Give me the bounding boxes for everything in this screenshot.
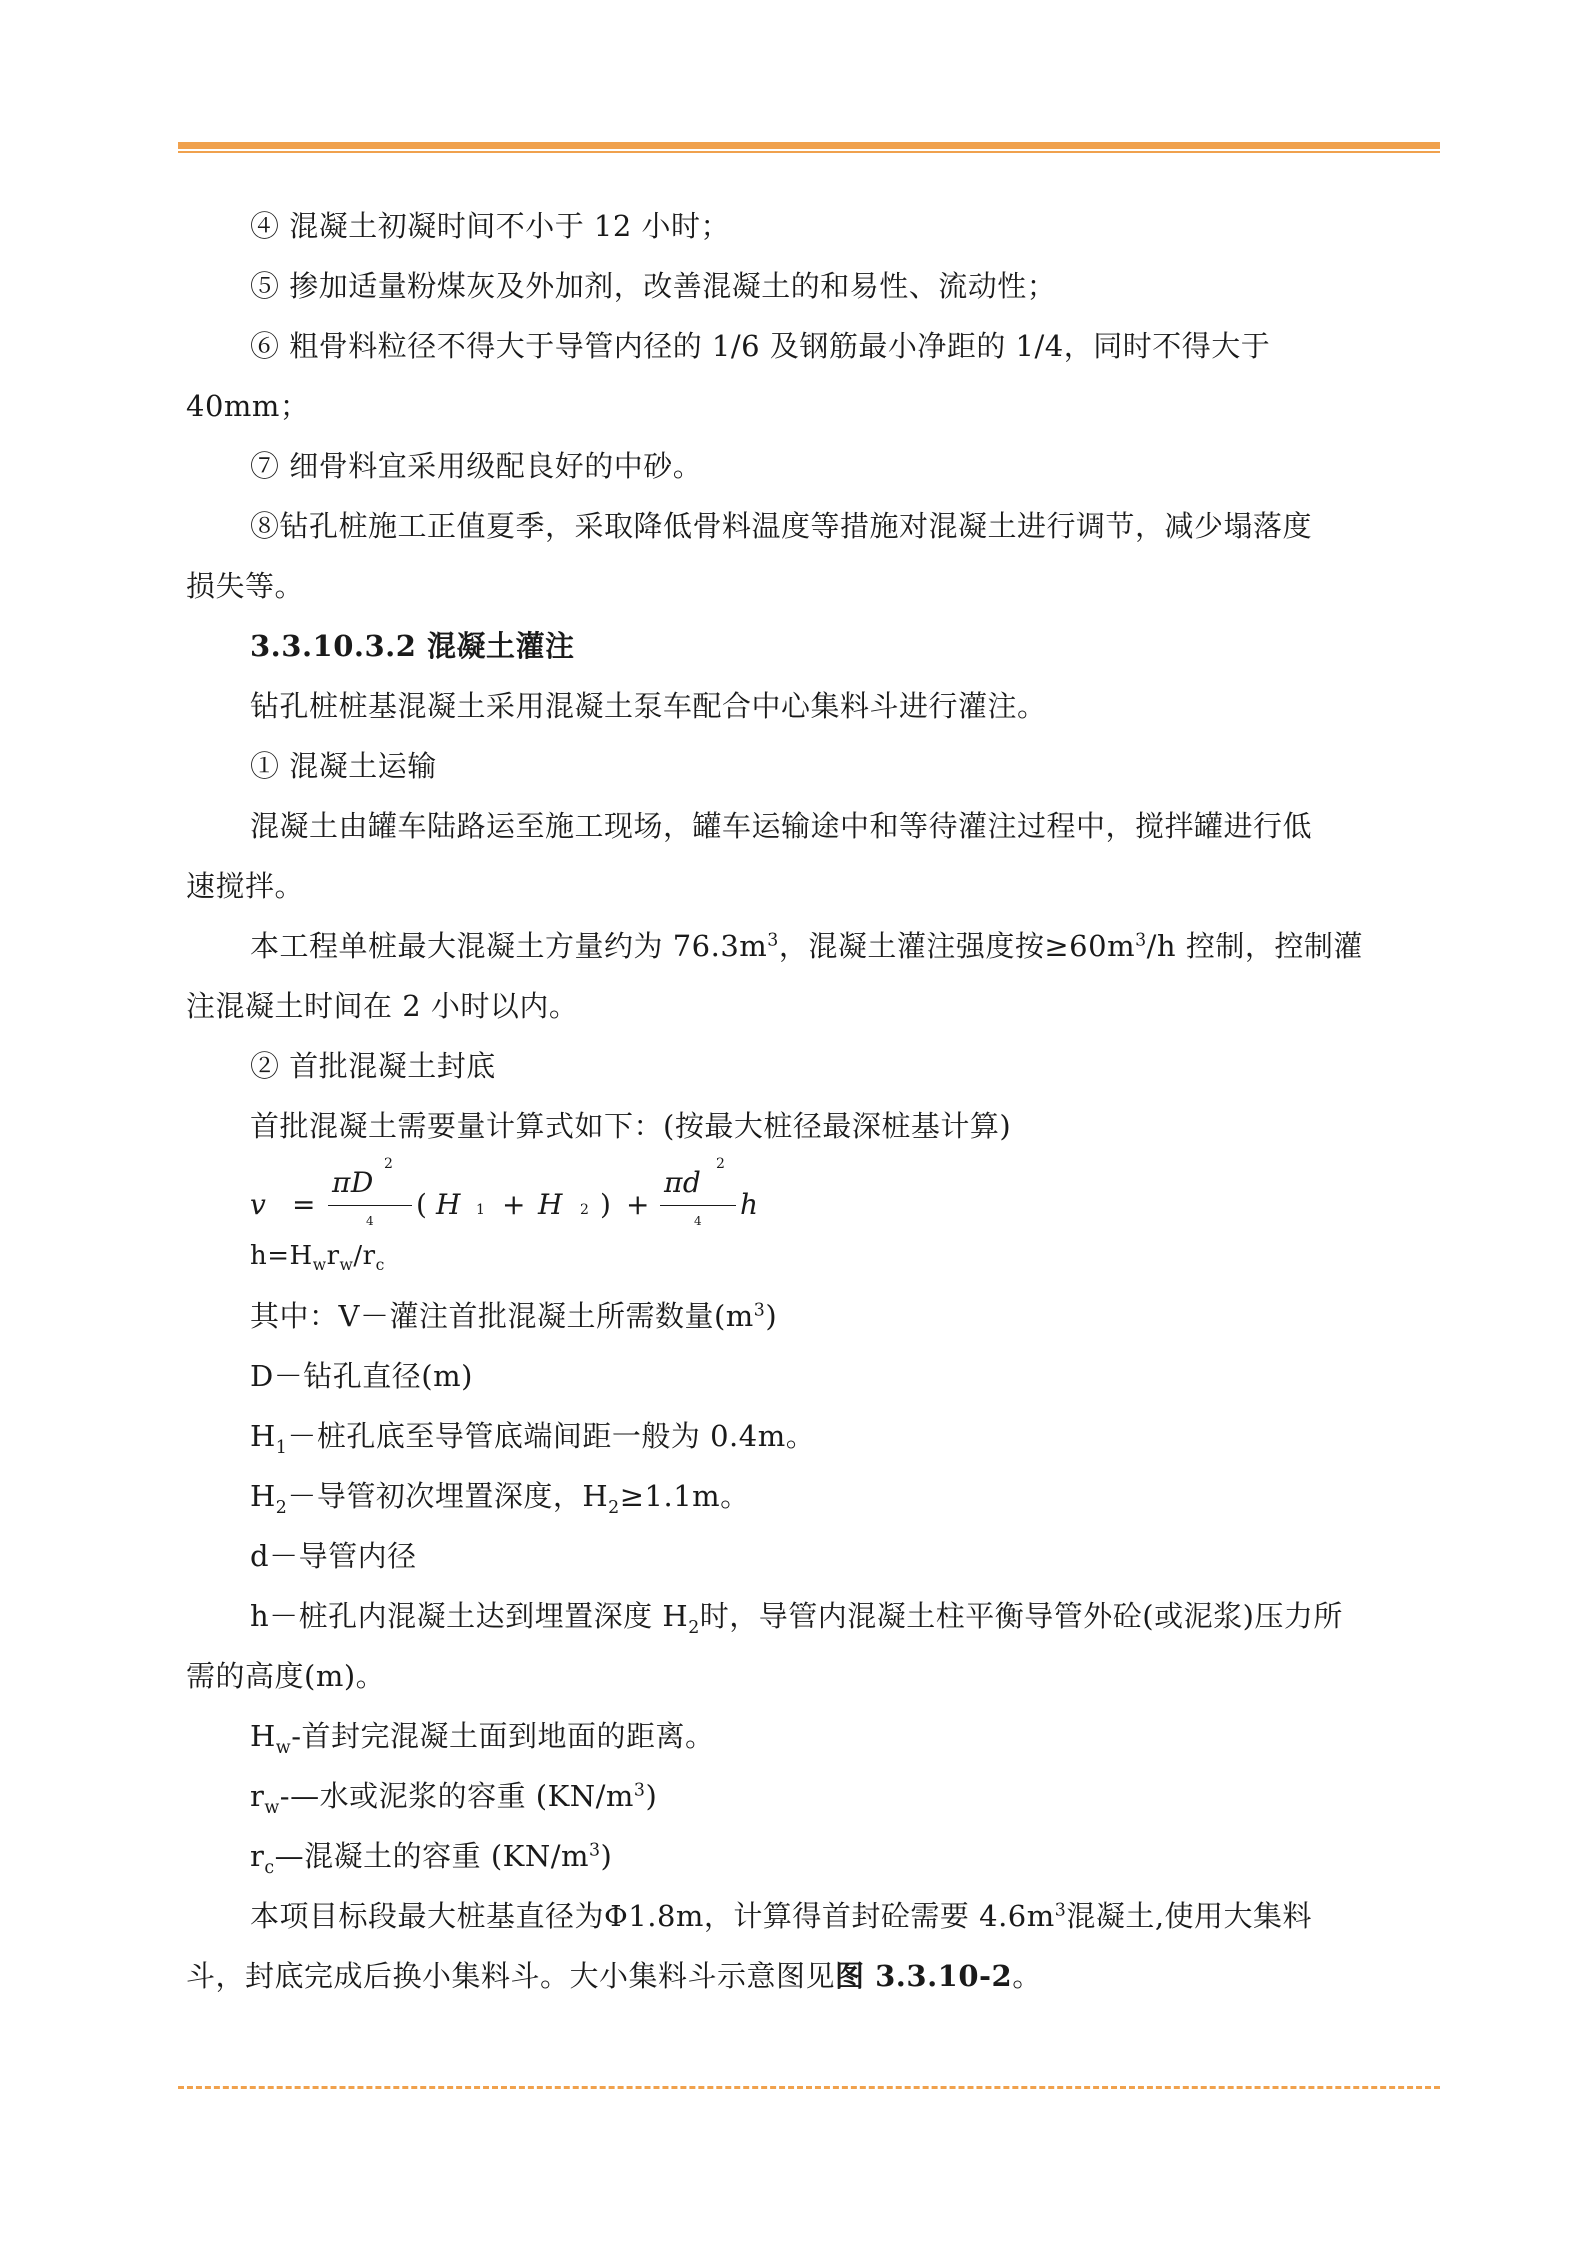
final-text-b: 混凝土,使用大集料 xyxy=(1066,1899,1313,1933)
final-text-c: 斗，封底完成后换小集料斗。大小集料斗示意图见 xyxy=(186,1959,836,1993)
definition-h-text-a: h－桩孔内混凝土达到埋置深度 H xyxy=(250,1599,689,1633)
volume-formula xyxy=(250,1156,810,1232)
formula-piD: πD xyxy=(332,1166,374,1199)
list-item-7: ⑦ 细骨料宜采用级配良好的中砂。 xyxy=(250,449,703,483)
h-formula-sub-w: w xyxy=(312,1256,327,1275)
intro-paragraph: 钻孔桩桩基混凝土采用混凝土泵车配合中心集料斗进行灌注。 xyxy=(250,689,1047,723)
subsection-1-title: ① 混凝土运输 xyxy=(250,749,437,783)
sup-3: 3 xyxy=(767,930,779,951)
formula-denominator-4: 4 xyxy=(366,1214,375,1228)
formula-fraction-bar-2 xyxy=(660,1205,736,1206)
final-paragraph-line1 xyxy=(250,1898,1312,1934)
header-rule-thick xyxy=(178,142,1440,149)
volume-text-a: 本工程单桩最大混凝土方量约为 76.3m xyxy=(250,929,768,963)
formula-pid: πd xyxy=(664,1166,702,1199)
definition-H1-text: －桩孔底至导管底端间距一般为 0.4m。 xyxy=(287,1419,816,1453)
formula-sub-2: 2 xyxy=(580,1202,590,1218)
formula-v: v xyxy=(250,1188,267,1221)
list-item-8: ⑧钻孔桩施工正值夏季，采取降低骨料温度等措施对混凝土进行调节，减少塌落度 xyxy=(250,509,1313,543)
definition-rc xyxy=(250,1838,613,1878)
formula-plus: + xyxy=(626,1188,650,1221)
final-text-a: 本项目标段最大桩基直径为Φ1.8m，计算得首封砼需要 4.6m xyxy=(250,1899,1055,1933)
formula-equals: = xyxy=(292,1188,316,1221)
definition-rw-text: -—水或泥浆的容重 (KN/m xyxy=(279,1779,634,1813)
list-item-4: ④ 混凝土初凝时间不小于 12 小时； xyxy=(250,209,731,243)
header-rule-thin xyxy=(178,151,1440,153)
formula-exp-2b: 2 xyxy=(716,1156,726,1172)
definition-rw xyxy=(250,1778,658,1818)
formula-intro: 首批混凝土需要量计算式如下：(按最大桩径最深桩基计算) xyxy=(250,1109,1012,1143)
list-item-6-cont: 40mm； xyxy=(186,389,310,423)
definition-rc-text: —混凝土的容重 (KN/m xyxy=(274,1839,589,1873)
formula-fraction-bar-1 xyxy=(328,1205,412,1206)
formula-H: H xyxy=(436,1188,461,1221)
definition-H1 xyxy=(250,1418,816,1458)
sup-3: 3 xyxy=(1135,930,1147,951)
definition-rc-symbol: r xyxy=(250,1839,265,1873)
definition-H1-sub: 1 xyxy=(275,1437,288,1458)
h-formula-b: r xyxy=(326,1241,340,1271)
sup-3: 3 xyxy=(1054,1900,1067,1921)
list-item-6: ⑥ 粗骨料粒径不得大于导管内径的 1/6 及钢筋最小净距的 1/4，同时不得大于 xyxy=(250,329,1271,363)
formula-lparen: ( xyxy=(416,1188,428,1221)
h-formula-sub-c: c xyxy=(375,1256,385,1275)
volume-paragraph-line1 xyxy=(250,928,1363,964)
h-formula-c: /r xyxy=(353,1241,376,1271)
definition-H2-text: －导管初次埋置深度，H xyxy=(287,1479,609,1513)
transport-paragraph-line1: 混凝土由罐车陆路运至施工现场，罐车运输途中和等待灌注过程中，搅拌罐进行低 xyxy=(250,809,1313,843)
formula-H: H xyxy=(538,1188,563,1221)
sup-3: 3 xyxy=(588,1840,601,1861)
definition-h-cont: 需的高度(m)。 xyxy=(186,1659,386,1693)
definition-H2 xyxy=(250,1478,750,1518)
definition-H1-symbol: H xyxy=(250,1419,276,1453)
h-formula-sub-w2: w xyxy=(339,1256,354,1275)
formula-sub-1: 1 xyxy=(476,1202,486,1218)
formula-rparen: ) xyxy=(600,1188,612,1221)
definition-h xyxy=(250,1598,1343,1638)
definition-Hw-text: -首封完混凝土面到地面的距离。 xyxy=(291,1719,715,1753)
definition-rc-close: ) xyxy=(600,1839,613,1873)
sup-3: 3 xyxy=(753,1300,766,1321)
definition-H2-value: ≥1.1m。 xyxy=(619,1479,750,1513)
definition-rc-sub: c xyxy=(264,1857,275,1878)
sup-3: 3 xyxy=(633,1780,646,1801)
definition-rw-symbol: r xyxy=(250,1779,265,1813)
footer-dashed-rule xyxy=(178,2086,1440,2089)
section-heading: 3.3.10.3.2 混凝土灌注 xyxy=(250,629,575,663)
definition-V-text: 其中：V－灌注首批混凝土所需数量(m xyxy=(250,1299,754,1333)
definition-V-close: ) xyxy=(765,1299,778,1333)
definition-D: D－钻孔直径(m) xyxy=(250,1359,473,1393)
definition-Hw-symbol: H xyxy=(250,1719,276,1753)
definition-Hw xyxy=(250,1718,715,1758)
formula-denominator-4b: 4 xyxy=(694,1214,703,1228)
formula-h: h xyxy=(740,1188,759,1221)
figure-reference: 图 3.3.10-2 xyxy=(835,1959,1013,1993)
volume-paragraph-line2: 注混凝土时间在 2 小时以内。 xyxy=(186,989,579,1023)
final-paragraph-line2 xyxy=(186,1958,1042,1994)
definition-d: d－导管内径 xyxy=(250,1539,417,1573)
definition-H2-symbol: H xyxy=(250,1479,276,1513)
volume-text-c: /h 控制，控制灌 xyxy=(1146,929,1363,963)
volume-text-b: ，混凝土灌注强度按≥60m xyxy=(778,929,1136,963)
final-text-d: 。 xyxy=(1012,1959,1042,1993)
formula-exp-2: 2 xyxy=(384,1156,394,1172)
h-formula-a: h=H xyxy=(250,1241,313,1271)
subsection-2-title: ② 首批混凝土封底 xyxy=(250,1049,496,1083)
list-item-8-cont: 损失等。 xyxy=(186,569,305,603)
definition-V xyxy=(250,1298,777,1334)
definition-rw-close: ) xyxy=(645,1779,658,1813)
list-item-5: ⑤ 掺加适量粉煤灰及外加剂，改善混凝土的和易性、流动性； xyxy=(250,269,1057,303)
definition-H2-sub: 2 xyxy=(275,1497,288,1518)
definition-Hw-sub: w xyxy=(275,1737,292,1758)
formula-plus: + xyxy=(502,1188,526,1221)
definition-H2-sub: 2 xyxy=(608,1497,620,1518)
definition-h-sub: 2 xyxy=(688,1617,700,1638)
header-rule xyxy=(178,142,1440,154)
h-formula xyxy=(250,1238,385,1274)
definition-h-text-b: 时，导管内混凝土柱平衡导管外砼(或泥浆)压力所 xyxy=(699,1599,1343,1633)
definition-rw-sub: w xyxy=(264,1797,280,1818)
transport-paragraph-line2: 速搅拌。 xyxy=(186,869,305,903)
